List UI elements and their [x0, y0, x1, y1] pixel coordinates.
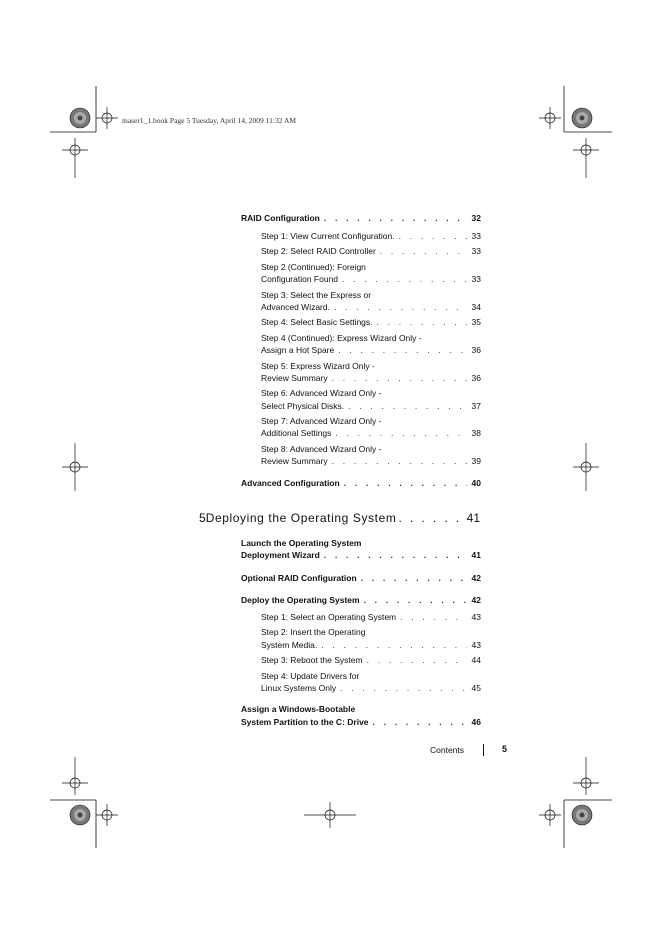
- toc-entry-first-line: Step 3: Select the Express or: [261, 290, 372, 300]
- dot-leader: [348, 400, 467, 412]
- toc-entry-first-line: Launch the Operating System: [241, 538, 362, 548]
- registration-target-icon: [70, 108, 90, 128]
- toc-entry-advanced-configuration[interactable]: [241, 477, 481, 489]
- toc-entry-title: RAID Configuration: [241, 213, 320, 223]
- toc-page-number: 33: [471, 231, 481, 241]
- toc-entry-title: Step 4: Select Basic Settings.: [261, 317, 373, 327]
- toc-entry-deploy-step-3[interactable]: [261, 654, 481, 666]
- toc-entry-first-line: Step 4: Update Drivers for: [261, 671, 360, 681]
- toc-page-number: 37: [471, 401, 481, 411]
- dot-leader: [373, 716, 467, 728]
- toc-page-number: 40: [471, 478, 481, 488]
- toc-entry-title: Deployment Wizard: [241, 550, 320, 560]
- toc-page-number: 33: [471, 274, 481, 284]
- chapter-title: Deploying the Operating System: [205, 511, 397, 525]
- toc-page-number: 34: [471, 302, 481, 312]
- crosshair-mark-icon: [573, 443, 599, 491]
- toc-entry-first-line: Step 2: Insert the Operating: [261, 627, 366, 637]
- toc-entry-title: Step 2: Select RAID Controller: [261, 246, 376, 256]
- crosshair-mark-icon: [573, 757, 599, 795]
- toc-entry-title: Additional Settings: [261, 428, 332, 438]
- toc-entry-raid-step-2-continued[interactable]: [261, 273, 481, 285]
- registration-target-icon: [70, 805, 90, 825]
- toc-entry-first-line: Step 4 (Continued): Express Wizard Only -: [261, 333, 422, 343]
- toc-entry-first-line: Assign a Windows-Bootable: [241, 704, 356, 714]
- toc-entry-title: System Partition to the C: Drive: [241, 717, 369, 727]
- crosshair-mark-icon: [62, 757, 88, 795]
- toc-entry-deploy-os[interactable]: [241, 594, 481, 606]
- toc-page-number: 42: [471, 573, 481, 583]
- toc-entry-raid-step-7[interactable]: [261, 427, 481, 439]
- toc-entry-deploy-step-2[interactable]: [261, 639, 481, 651]
- toc-page-number: 39: [471, 456, 481, 466]
- crosshair-mark-icon: [304, 802, 356, 828]
- toc-page-number: 46: [471, 717, 481, 727]
- toc-entry-title: Step 3: Reboot the System: [261, 655, 363, 665]
- dot-leader: [324, 212, 467, 224]
- toc-page-number: 33: [471, 246, 481, 256]
- dot-leader: [400, 611, 467, 623]
- toc-entry-title: System Media.: [261, 640, 318, 650]
- dot-leader: [342, 273, 467, 285]
- crosshair-mark-icon: [62, 443, 88, 491]
- crosshair-mark-icon: [96, 804, 118, 826]
- toc-entry-first-line: Step 5: Express Wizard Only -: [261, 361, 375, 371]
- toc-entry-title: Linux Systems Only: [261, 683, 337, 693]
- chapter-page-number: 41: [466, 511, 480, 525]
- toc-entry-deploy-step-4[interactable]: [261, 682, 481, 694]
- toc-page-number: 45: [471, 683, 481, 693]
- registration-target-icon: [572, 805, 592, 825]
- dot-leader: [377, 316, 467, 328]
- toc-page-number: 42: [471, 595, 481, 605]
- toc-entry-title: Assign a Hot Spare: [261, 345, 335, 355]
- toc-page-number: 43: [471, 640, 481, 650]
- dot-leader: [324, 549, 467, 561]
- dot-leader: [364, 594, 467, 606]
- crosshair-mark-icon: [539, 107, 561, 129]
- dot-leader: [380, 245, 467, 257]
- toc-page-number: 35: [471, 317, 481, 327]
- toc-entry-first-line: Step 6: Advanced Wizard Only -: [261, 388, 382, 398]
- print-header-info: maser1_1.book Page 5 Tuesday, April 14, 2009 11:32 AM: [122, 116, 297, 125]
- dot-leader: [398, 511, 462, 525]
- footer-section-label: Contents: [430, 745, 465, 755]
- toc-entry-first-line: Step 7: Advanced Wizard Only -: [261, 416, 382, 426]
- toc-entry-deploy-step-1[interactable]: [261, 611, 481, 623]
- dot-leader: [340, 682, 467, 694]
- toc-entry-title: Optional RAID Configuration: [241, 573, 357, 583]
- toc-entry-title: Review Summary: [261, 373, 328, 383]
- dot-leader: [361, 572, 467, 584]
- toc-entry-title: Review Summary: [261, 456, 328, 466]
- dot-leader: [321, 639, 467, 651]
- crosshair-mark-icon: [573, 138, 599, 178]
- toc-entry-raid-step-3[interactable]: [261, 301, 481, 313]
- toc-entry-title: Select Physical Disks.: [261, 401, 345, 411]
- chapter-number: 5: [199, 511, 206, 525]
- registration-target-icon: [572, 108, 592, 128]
- toc-entry-title: Deploy the Operating System: [241, 595, 360, 605]
- dot-leader: [332, 372, 467, 384]
- toc-entry-optional-raid[interactable]: [241, 572, 481, 584]
- crosshair-mark-icon: [62, 138, 88, 178]
- toc-page-number: 43: [471, 612, 481, 622]
- toc-entry-raid-step-6[interactable]: [261, 400, 481, 412]
- crosshair-mark-icon: [96, 107, 118, 129]
- toc-entry-first-line: Step 2 (Continued): Foreign: [261, 262, 366, 272]
- toc-page-number: 44: [471, 655, 481, 665]
- toc-entry-raid-step-5[interactable]: [261, 372, 481, 384]
- dot-leader: [344, 477, 467, 489]
- toc-page-number: 41: [471, 550, 481, 560]
- toc-entry-raid-step-8[interactable]: [261, 455, 481, 467]
- toc-page-number: 32: [471, 213, 481, 223]
- toc-entry-title: Advanced Configuration: [241, 478, 340, 488]
- footer-divider: [483, 744, 484, 756]
- dot-leader: [335, 427, 467, 439]
- toc-entry-launch-wizard[interactable]: [241, 549, 481, 561]
- toc-entry-title: Step 1: View Current Configuration.: [261, 231, 395, 241]
- toc-entry-raid-step-4[interactable]: [261, 316, 481, 328]
- dot-leader: [334, 301, 467, 313]
- toc-page-number: 36: [471, 373, 481, 383]
- footer-page-number: 5: [502, 744, 508, 754]
- toc-page-number: 36: [471, 345, 481, 355]
- toc-page-number: 38: [471, 428, 481, 438]
- toc-entry-raid-step-2[interactable]: [261, 245, 481, 257]
- toc-entry-title: Step 1: Select an Operating System: [261, 612, 397, 622]
- toc-chapter-5[interactable]: [199, 511, 480, 525]
- toc-entry-raid-step-1[interactable]: [261, 230, 481, 242]
- toc-entry-raid-configuration[interactable]: [241, 212, 481, 224]
- dot-leader: [332, 455, 467, 467]
- dot-leader: [399, 230, 467, 242]
- toc-entry-title: Advanced Wizard.: [261, 302, 330, 312]
- toc-entry-first-line: Step 8: Advanced Wizard Only -: [261, 444, 382, 454]
- dot-leader: [367, 654, 467, 666]
- dot-leader: [338, 344, 467, 356]
- toc-entry-raid-step-4-continued[interactable]: [261, 344, 481, 356]
- toc-entry-title: Configuration Found: [261, 274, 339, 284]
- crosshair-mark-icon: [539, 804, 561, 826]
- toc-entry-assign-partition[interactable]: [241, 716, 481, 728]
